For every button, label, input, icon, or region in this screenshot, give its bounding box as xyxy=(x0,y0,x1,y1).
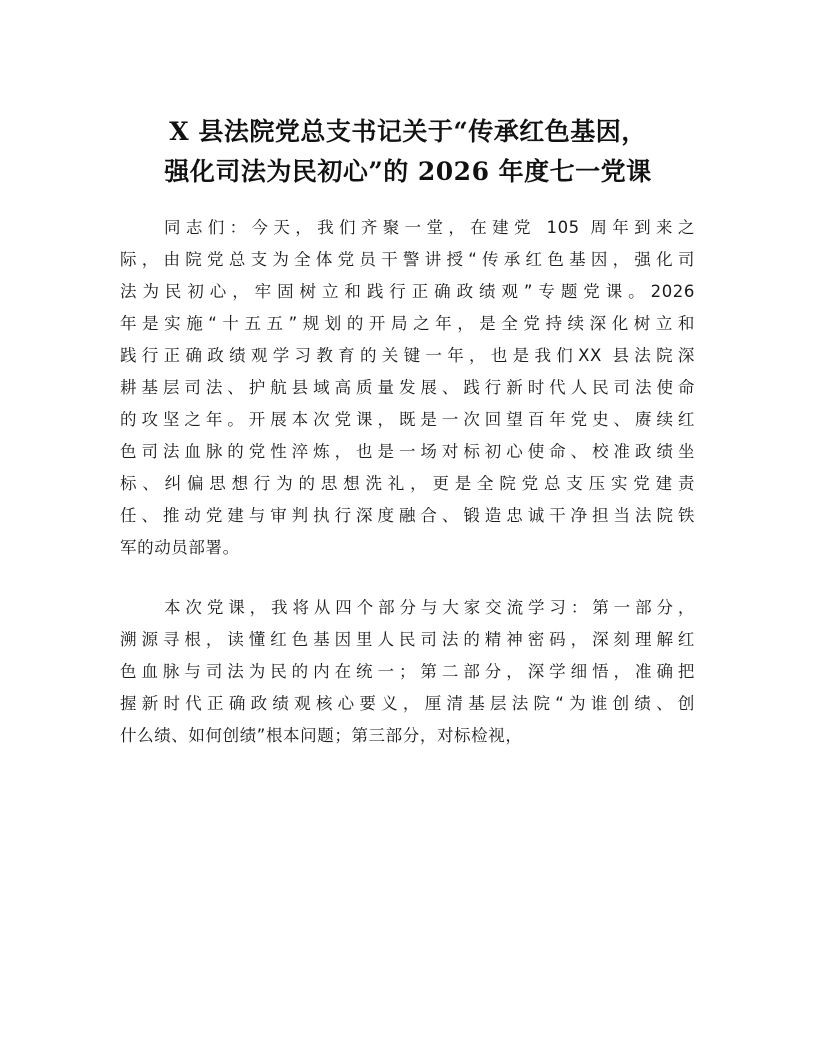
document-body xyxy=(120,212,695,752)
paragraph-line: 法为民初心，牢固树立和践行正确政绩观”专题党课。2026 xyxy=(120,282,695,301)
paragraph-line: 色司法血脉的党性淬炼，也是一场对标初心使命、校准政绩坐 xyxy=(120,442,695,461)
paragraph-opening xyxy=(120,212,695,564)
paragraph-line: 标、纠偏思想行为的思想洗礼，更是全院党总支压实党建责 xyxy=(120,474,695,493)
title-line-1: X 县法院党总支书记关于“传承红色基因， xyxy=(169,117,647,146)
paragraph-line: 年是实施“十五五”规划的开局之年，是全党持续深化树立和 xyxy=(120,314,695,333)
paragraph-line: 耕基层司法、护航县域高质量发展、践行新时代人民司法使命 xyxy=(120,378,695,397)
paragraph-line: 本次党课，我将从四个部分与大家交流学习：第一部分， xyxy=(164,598,695,617)
paragraph-line: 同志们：今天，我们齐聚一堂，在建党 105 周年到来之 xyxy=(164,218,695,237)
paragraph-line: 色血脉与司法为民的内在统一；第二部分，深学细悟，准确把 xyxy=(120,662,695,681)
paragraph-line: 什么绩、如何创绩”根本问题；第三部分，对标检视， xyxy=(120,726,523,745)
paragraph-spacer xyxy=(120,564,695,592)
paragraph-line: 握新时代正确政绩观核心要义，厘清基层法院“为谁创绩、创 xyxy=(120,694,695,713)
paragraph-outline xyxy=(120,592,695,752)
paragraph-line: 际，由院党总支为全体党员干警讲授“传承红色基因，强化司 xyxy=(120,250,695,269)
paragraph-line: 的攻坚之年。开展本次党课，既是一次回望百年党史、赓续红 xyxy=(120,410,695,429)
document-title xyxy=(100,112,716,192)
paragraph-line: 践行正确政绩观学习教育的关键一年，也是我们XX 县法院深 xyxy=(120,346,695,365)
paragraph-line: 溯源寻根，读懂红色基因里人民司法的精神密码，深刻理解红 xyxy=(120,630,695,649)
paragraph-line: 军的动员部署。 xyxy=(120,538,240,557)
paragraph-line: 任、推动党建与审判执行深度融合、锻造忠诚干净担当法院铁 xyxy=(120,506,695,525)
title-line-2: 强化司法为民初心”的 2026 年度七一党课 xyxy=(164,157,652,186)
